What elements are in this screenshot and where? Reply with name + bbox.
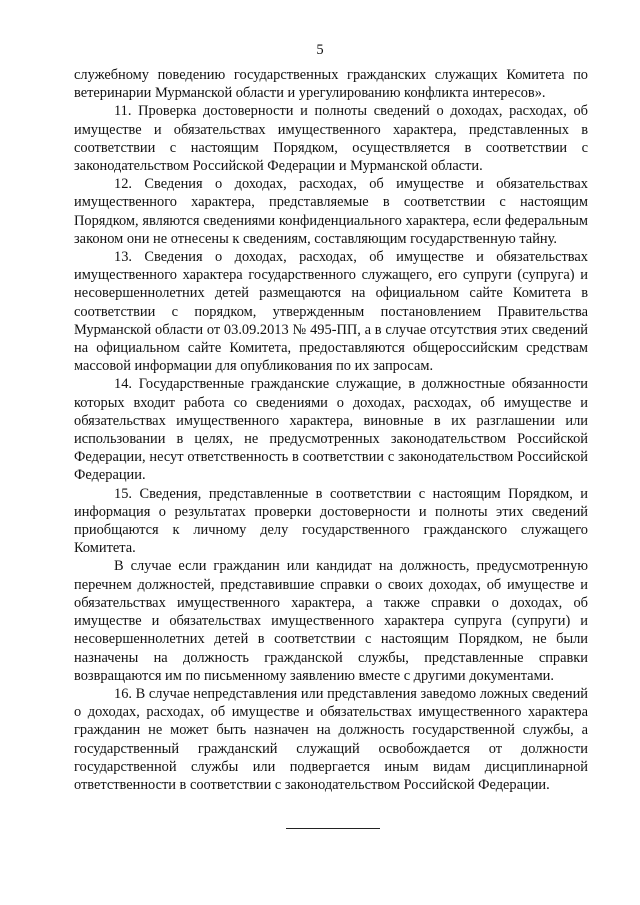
paragraph-13: 13. Сведения о доходах, расходах, об имуществе и обязательствах имущественного характера государственного служащего, его супруги (супруга) и несовершеннолетних детей размещаются на официальном сайте Комитета в соответствии с порядком, утвержденным постановлением Правительства Мурманской области от 03.09.2013 № 495-ПП, а в случае отсутствия этих сведений на официальном сайте Комитета, предоставляются общероссийским средствам массовой информации для опубликования по их запросам. xyxy=(74,249,588,375)
paragraph-12: 12. Сведения о доходах, расходах, об имуществе и обязательствах имущественного характера, представляемые в соответствии с настоящим Порядком, являются сведениями конфиденциального характера, если федеральным законом они не отнесены к сведениям, составляющим государственную тайну. xyxy=(74,176,588,247)
paragraph-15-addendum: В случае если гражданин или кандидат на должность, предусмотренную перечнем должностей, представившие справки о своих доходах, об имуществе и обязательствах имущественного характера, а также справки о доходах, об имуществе и обязательствах имущественного характера супруга (супруги) и несовершеннолетних детей в соответствии с настоящим Порядком, не были назначены на должность гражданской службы, представленные справки возвращаются им по письменному заявлению вместе с другими документами. xyxy=(74,558,588,684)
end-divider-line xyxy=(286,828,380,829)
paragraph-16: 16. В случае непредставления или представления заведомо ложных сведений о доходах, расходах, об имуществе и обязательствах имущественного характера гражданин не может быть назначен на должность государственной службы, а государственный гражданский служащий освобождается от должности государственной службы или подвергается иным видам дисциплинарной ответственности в соответствии с законодательством Российской Федерации. xyxy=(74,685,588,793)
page-number: 5 xyxy=(316,42,324,58)
paragraph-11: 11. Проверка достоверности и полноты сведений о доходах, расходах, об имуществе и обязательствах имущественного характера, представленных в соответствии с настоящим Порядком, осуществляется в соответствии с законодательством Российской Федерации и Мурманской области. xyxy=(74,103,588,175)
document-body xyxy=(74,66,588,794)
paragraph-15: 15. Сведения, представленные в соответствии с настоящим Порядком, и информация о результатах проверки достоверности и полноты этих сведений приобщаются к личному делу государственного гражданского служащего Комитета. xyxy=(74,485,588,557)
paragraph-14: 14. Государственные гражданские служащие, в должностные обязанности которых входит работа со сведениями о доходах, расходах, об имуществе и обязательствах имущественного характера, виновные в их разглашении или использовании в целях, не предусмотренных законодательством Российской Федерации, несут ответственность в соответствии с законодательством Российской Федерации. xyxy=(74,376,588,484)
paragraph-continuation: служебному поведению государственных гражданских служащих Комитета по ветеринарии Мурманской области и урегулированию конфликта интересов». xyxy=(74,67,588,102)
